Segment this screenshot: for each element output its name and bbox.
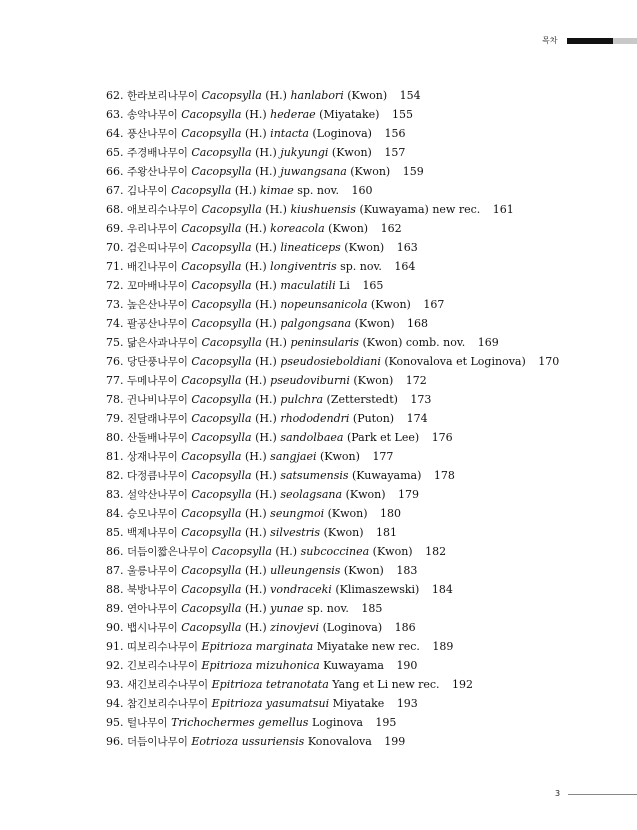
species-epithet: maculatili (280, 279, 336, 292)
species-epithet: juwangsana (280, 165, 347, 178)
toc-entry (106, 219, 559, 238)
subgenus: (H.) (255, 165, 277, 178)
subgenus: (H.) (265, 336, 287, 349)
author-citation: Miyatake (332, 697, 385, 710)
page-ref: 168 (407, 317, 429, 330)
author-citation: (Park et Lee) (346, 431, 420, 444)
page-ref: 160 (351, 184, 373, 197)
toc-entry (106, 637, 559, 656)
author-citation: (Kwon) comb. nov. (362, 336, 466, 349)
entry-number: 87. (106, 564, 124, 577)
korean-name: 풍산나무이 (127, 128, 178, 140)
genus-name: Cacopsylla (191, 469, 252, 482)
author-citation: (Kwon) (327, 507, 368, 520)
subgenus: (H.) (255, 241, 277, 254)
author-citation: (Kwon) (328, 222, 369, 235)
author-citation: (Kwon) (370, 298, 411, 311)
page-ref: 174 (406, 412, 428, 425)
subgenus: (H.) (255, 393, 277, 406)
page-ref: 190 (396, 659, 418, 672)
toc-entry (106, 257, 559, 276)
subgenus: (H.) (244, 222, 267, 235)
toc-entry (106, 105, 559, 124)
toc-entry (106, 561, 559, 580)
entry-number: 90. (106, 621, 124, 634)
species-epithet: vondraceki (270, 583, 332, 596)
korean-name: 꼬마배나무이 (127, 280, 188, 292)
page-ref: 155 (391, 108, 413, 121)
species-epithet: sangjaei (270, 450, 317, 463)
page-ref: 169 (477, 336, 499, 349)
genus-name: Cacopsylla (191, 393, 252, 406)
toc-entry (106, 295, 559, 314)
korean-name: 연아나무이 (127, 603, 178, 615)
page-ref: 179 (398, 488, 419, 501)
page-ref: 163 (396, 241, 418, 254)
subgenus: (H.) (244, 526, 267, 539)
page-ref: 157 (384, 146, 406, 159)
korean-name: 승모나무이 (127, 508, 178, 520)
korean-name: 뱁시나무이 (127, 622, 178, 634)
genus-name: Cacopsylla (191, 165, 252, 178)
author-citation: sp. nov. (307, 602, 349, 615)
toc-entry (106, 333, 559, 352)
subgenus: (H.) (244, 621, 267, 634)
species-epithet: pseudoviburni (270, 374, 350, 387)
page-ref: 177 (372, 450, 394, 463)
page-ref: 182 (425, 545, 447, 558)
entry-number: 66. (106, 165, 124, 178)
korean-name: 주왕산나무이 (127, 166, 188, 178)
subgenus: (H.) (244, 583, 267, 596)
species-epithet: rhododendri (280, 412, 350, 425)
author-citation: (Kwon) (354, 317, 395, 330)
toc-entry (106, 713, 559, 732)
author-citation: (Zetterstedt) (326, 393, 398, 406)
korean-name: 백제나무이 (127, 527, 178, 539)
author-citation: Kuwayama (323, 659, 384, 672)
species-epithet: kiushuensis (290, 203, 356, 216)
korean-name: 두메나무이 (127, 375, 178, 387)
toc-entry (106, 580, 559, 599)
entry-number: 69. (106, 222, 124, 235)
entry-number: 71. (106, 260, 124, 273)
entry-number: 68. (106, 203, 124, 216)
korean-name: 참긴보리수나무이 (127, 698, 209, 710)
species-epithet: intacta (270, 127, 309, 140)
subgenus: (H.) (244, 260, 267, 273)
species-epithet: satsumensis (280, 469, 349, 482)
author-citation: Miyatake new rec. (316, 640, 420, 653)
genus-name: Cacopsylla (201, 336, 262, 349)
entry-number: 78. (106, 393, 124, 406)
species-epithet: gemellus (258, 716, 309, 729)
toc-entry (106, 181, 559, 200)
species-epithet: longiventris (270, 260, 337, 273)
page-ref: 164 (394, 260, 416, 273)
author-citation: (Loginova) (322, 621, 383, 634)
genus-name: Cacopsylla (211, 545, 272, 558)
genus-name: Cacopsylla (181, 602, 242, 615)
subgenus: (H.) (244, 108, 267, 121)
entry-number: 82. (106, 469, 124, 482)
toc-entry (106, 485, 559, 504)
entry-number: 62. (106, 89, 124, 102)
author-citation: (Kwon) (343, 564, 384, 577)
species-epithet: mizuhonica (255, 659, 320, 672)
species-epithet: hanlabori (290, 89, 344, 102)
entry-number: 85. (106, 526, 124, 539)
toc-entry (106, 352, 559, 371)
toc-entry (106, 409, 559, 428)
author-citation: (Kwon) (350, 165, 391, 178)
author-citation: (Loginova) (312, 127, 372, 140)
header-bar-dark (567, 38, 613, 44)
page-ref: 184 (431, 583, 453, 596)
korean-name: 한라보리나무이 (127, 90, 199, 102)
subgenus: (H.) (265, 89, 287, 102)
page-ref: 192 (452, 678, 474, 691)
genus-name: Cacopsylla (181, 127, 242, 140)
subgenus: (H.) (275, 545, 298, 558)
author-citation: (Kwon) (345, 488, 386, 501)
toc-entry (106, 656, 559, 675)
author-citation: sp. nov. (340, 260, 382, 273)
entry-number: 91. (106, 640, 124, 653)
page-ref: 162 (380, 222, 402, 235)
species-epithet: pulchra (280, 393, 324, 406)
korean-name: 당단풍나무이 (127, 356, 188, 368)
genus-name: Epitrioza (211, 678, 263, 691)
genus-name: Cacopsylla (181, 222, 242, 235)
author-citation: (Kwon) (353, 374, 394, 387)
page-ref: 159 (402, 165, 424, 178)
entry-number: 86. (106, 545, 124, 558)
korean-name: 높은산나무이 (127, 299, 188, 311)
korean-name: 배긴나무이 (127, 261, 178, 273)
entry-number: 92. (106, 659, 124, 672)
species-epithet: ussuriensis (241, 735, 305, 748)
author-citation: (Kwon) (323, 526, 364, 539)
entry-number: 74. (106, 317, 124, 330)
table-of-contents (106, 86, 559, 751)
korean-name: 새긴보리수나무이 (127, 679, 209, 691)
species-epithet: marginata (255, 640, 314, 653)
footer-rule (568, 794, 637, 795)
subgenus: (H.) (255, 488, 277, 501)
genus-name: Eotrioza (191, 735, 239, 748)
species-epithet: yunae (270, 602, 304, 615)
korean-name: 더듬이나무이 (127, 736, 188, 748)
toc-entry (106, 86, 559, 105)
korean-name: 털나무이 (127, 717, 168, 729)
species-epithet: ulleungensis (270, 564, 341, 577)
page-ref: 165 (362, 279, 384, 292)
species-epithet: pseudosieboldiani (280, 355, 381, 368)
genus-name: Cacopsylla (181, 374, 242, 387)
author-citation: Konovalova (307, 735, 372, 748)
page-ref: 154 (399, 89, 421, 102)
section-label: 목차 (542, 36, 558, 45)
genus-name: Cacopsylla (171, 184, 232, 197)
entry-number: 72. (106, 279, 124, 292)
subgenus: (H.) (255, 412, 277, 425)
korean-name: 설악산나무이 (127, 489, 188, 501)
entry-number: 76. (106, 355, 124, 368)
subgenus: (H.) (244, 127, 267, 140)
toc-entry (106, 124, 559, 143)
genus-name: Epitrioza (211, 697, 263, 710)
korean-name: 우리나무이 (127, 223, 178, 235)
entry-number: 88. (106, 583, 124, 596)
author-citation: (Konovalova et Loginova) (384, 355, 526, 368)
species-epithet: kimae (260, 184, 294, 197)
korean-name: 다정큼나무이 (127, 470, 188, 482)
author-citation: (Klimaszewski) (335, 583, 420, 596)
toc-entry (106, 675, 559, 694)
korean-name: 상재나무이 (127, 451, 178, 463)
korean-name: 북방나무이 (127, 584, 178, 596)
page-ref: 170 (538, 355, 560, 368)
entry-number: 67. (106, 184, 124, 197)
author-citation: Loginova (311, 716, 363, 729)
entry-number: 95. (106, 716, 124, 729)
genus-name: Cacopsylla (191, 279, 252, 292)
author-citation: (Kwon) (347, 89, 388, 102)
toc-entry (106, 504, 559, 523)
page-ref: 167 (423, 298, 445, 311)
toc-entry (106, 542, 559, 561)
genus-name: Cacopsylla (191, 412, 252, 425)
korean-name: 닮은사과나무이 (127, 337, 199, 349)
subgenus: (H.) (255, 317, 277, 330)
entry-number: 81. (106, 450, 124, 463)
toc-entry (106, 732, 559, 751)
toc-entry (106, 390, 559, 409)
page-ref: 161 (492, 203, 514, 216)
subgenus: (H.) (255, 355, 277, 368)
species-epithet: sandolbaea (280, 431, 344, 444)
genus-name: Cacopsylla (191, 317, 252, 330)
toc-entry (106, 238, 559, 257)
page-ref: 173 (410, 393, 432, 406)
entry-number: 64. (106, 127, 124, 140)
genus-name: Cacopsylla (191, 355, 252, 368)
page-ref: 181 (376, 526, 398, 539)
page-ref: 178 (433, 469, 455, 482)
species-epithet: lineaticeps (280, 241, 341, 254)
genus-name: Cacopsylla (181, 507, 242, 520)
author-citation: (Kwon) (372, 545, 413, 558)
species-epithet: seolagsana (280, 488, 343, 501)
author-citation: (Miyatake) (319, 108, 380, 121)
page-ref: 193 (396, 697, 418, 710)
entry-number: 96. (106, 735, 124, 748)
toc-entry (106, 200, 559, 219)
korean-name: 송악나무이 (127, 109, 178, 121)
species-epithet: seungmoi (270, 507, 325, 520)
genus-name: Cacopsylla (181, 108, 242, 121)
toc-entry (106, 523, 559, 542)
page-ref: 172 (405, 374, 427, 387)
subgenus: (H.) (265, 203, 287, 216)
entry-number: 63. (106, 108, 124, 121)
subgenus: (H.) (255, 298, 277, 311)
species-epithet: subcoccinea (300, 545, 370, 558)
korean-name: 주경배나무이 (127, 147, 188, 159)
toc-entry (106, 314, 559, 333)
page-ref: 180 (380, 507, 402, 520)
author-citation: (Kwon) (344, 241, 385, 254)
subgenus: (H.) (244, 450, 267, 463)
genus-name: Cacopsylla (201, 203, 262, 216)
header-bar (567, 38, 637, 44)
genus-name: Cacopsylla (181, 450, 242, 463)
genus-name: Epitrioza (201, 640, 253, 653)
entry-number: 83. (106, 488, 124, 501)
korean-name: 팔공산나무이 (127, 318, 188, 330)
korean-name: 띠보리수나무이 (127, 641, 199, 653)
korean-name: 검은띠나무이 (127, 242, 188, 254)
subgenus: (H.) (255, 469, 277, 482)
genus-name: Trichochermes (171, 716, 255, 729)
korean-name: 진달래나무이 (127, 413, 188, 425)
genus-name: Cacopsylla (181, 564, 242, 577)
page-ref: 186 (394, 621, 416, 634)
author-citation: Li (339, 279, 350, 292)
genus-name: Cacopsylla (191, 298, 252, 311)
korean-name: 긴보리수나무이 (127, 660, 199, 672)
subgenus: (H.) (234, 184, 257, 197)
entry-number: 79. (106, 412, 124, 425)
toc-entry (106, 466, 559, 485)
genus-name: Epitrioza (201, 659, 253, 672)
page-ref: 176 (431, 431, 453, 444)
entry-number: 70. (106, 241, 124, 254)
genus-name: Cacopsylla (191, 431, 252, 444)
author-citation: sp. nov. (297, 184, 340, 197)
page-number: 3 (555, 789, 561, 798)
species-epithet: peninsularis (290, 336, 359, 349)
toc-entry (106, 371, 559, 390)
toc-entry (106, 162, 559, 181)
page-ref: 195 (375, 716, 397, 729)
subgenus: (H.) (244, 507, 267, 520)
entry-number: 89. (106, 602, 124, 615)
page-ref: 156 (384, 127, 406, 140)
entry-number: 84. (106, 507, 124, 520)
species-epithet: zinovjevi (270, 621, 320, 634)
entry-number: 77. (106, 374, 124, 387)
korean-name: 산돌배나무이 (127, 432, 188, 444)
page-ref: 199 (384, 735, 406, 748)
korean-name: 귄나비나무이 (127, 394, 188, 406)
entry-number: 94. (106, 697, 124, 710)
author-citation: (Kwon) (331, 146, 372, 159)
species-epithet: jukyungi (280, 146, 329, 159)
korean-name: 애보리수나무이 (127, 204, 199, 216)
author-citation: (Kuwayama) new rec. (359, 203, 481, 216)
author-citation: (Puton) (352, 412, 395, 425)
toc-entry (106, 428, 559, 447)
subgenus: (H.) (244, 602, 267, 615)
korean-name: 더듬이짧은나무이 (127, 546, 209, 558)
toc-entry (106, 143, 559, 162)
genus-name: Cacopsylla (181, 526, 242, 539)
subgenus: (H.) (255, 146, 277, 159)
genus-name: Cacopsylla (191, 241, 252, 254)
entry-number: 65. (106, 146, 124, 159)
genus-name: Cacopsylla (191, 146, 252, 159)
species-epithet: palgongsana (280, 317, 352, 330)
genus-name: Cacopsylla (181, 583, 242, 596)
page-ref: 189 (432, 640, 454, 653)
species-epithet: hederae (270, 108, 316, 121)
genus-name: Cacopsylla (201, 89, 262, 102)
species-epithet: silvestris (270, 526, 321, 539)
species-epithet: nopeunsanicola (280, 298, 368, 311)
genus-name: Cacopsylla (181, 260, 242, 273)
subgenus: (H.) (255, 431, 277, 444)
korean-name: 울릉나무이 (127, 565, 178, 577)
korean-name: 김나무이 (127, 185, 168, 197)
toc-entry (106, 599, 559, 618)
entry-number: 75. (106, 336, 124, 349)
subgenus: (H.) (255, 279, 277, 292)
subgenus: (H.) (244, 564, 267, 577)
entry-number: 93. (106, 678, 124, 691)
toc-entry (106, 447, 559, 466)
species-epithet: tetranotata (265, 678, 329, 691)
author-citation: (Kuwayama) (352, 469, 422, 482)
page-ref: 185 (361, 602, 383, 615)
header-bar-light (613, 38, 637, 44)
entry-number: 73. (106, 298, 124, 311)
genus-name: Cacopsylla (191, 488, 252, 501)
author-citation: (Kwon) (320, 450, 360, 463)
toc-entry (106, 694, 559, 713)
genus-name: Cacopsylla (181, 621, 242, 634)
toc-entry (106, 276, 559, 295)
toc-entry (106, 618, 559, 637)
subgenus: (H.) (244, 374, 267, 387)
species-epithet: yasumatsui (265, 697, 330, 710)
page-ref: 183 (396, 564, 418, 577)
entry-number: 80. (106, 431, 124, 444)
species-epithet: koreacola (270, 222, 325, 235)
author-citation: Yang et Li new rec. (332, 678, 440, 691)
